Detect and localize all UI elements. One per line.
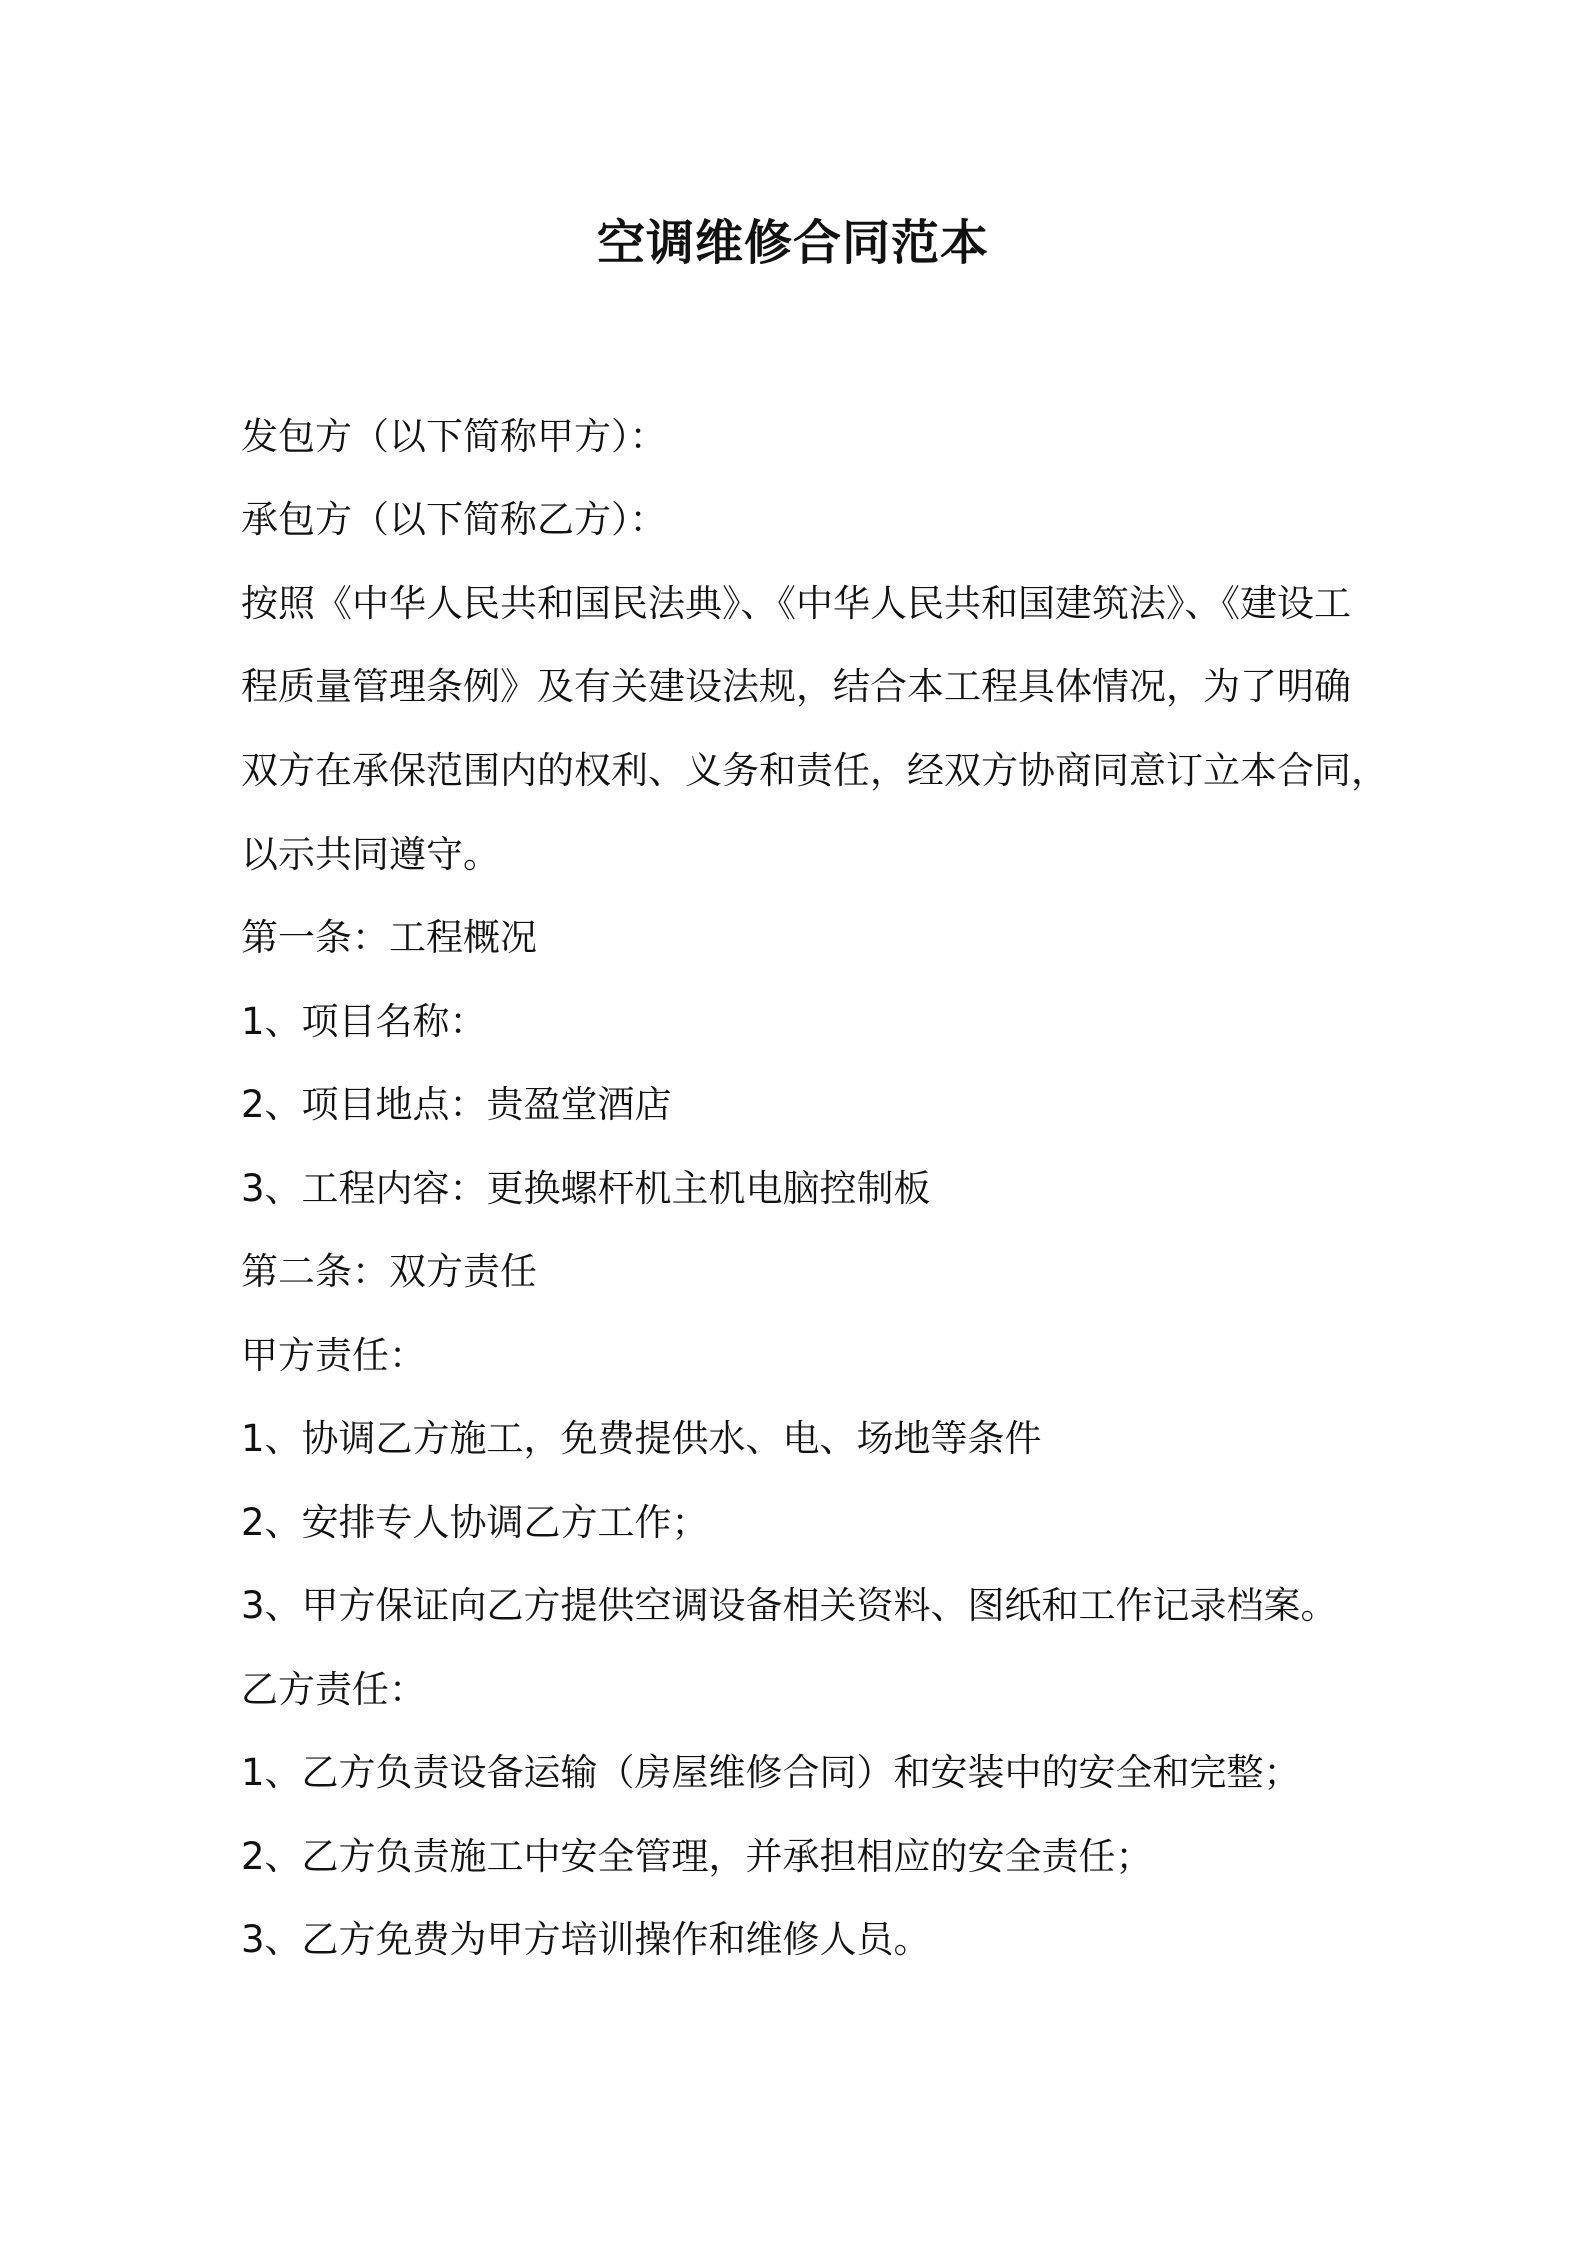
party-b-duty-1: 1、乙方负责设备运输（房屋维修合同）和安装中的安全和完整；	[241, 1751, 1301, 1794]
party-b-duties-heading: 乙方责任：	[241, 1668, 426, 1711]
preamble-line-3: 双方在承保范围内的权利、义务和责任，经双方协商同意订立本合同，	[241, 749, 1388, 792]
article-1-heading: 第一条：工程概况	[241, 916, 537, 959]
party-a-duty-2: 2、安排专人协调乙方工作；	[241, 1501, 709, 1544]
article-1-item-1: 1、项目名称：	[241, 1000, 487, 1043]
party-a-line: 发包方（以下简称甲方）：	[241, 415, 667, 458]
article-2-heading: 第二条：双方责任	[241, 1250, 537, 1293]
article-1-item-2: 2、项目地点：贵盈堂酒店	[241, 1083, 672, 1126]
preamble-line-2: 程质量管理条例》及有关建设法规，结合本工程具体情况，为了明确	[241, 665, 1351, 708]
party-b-duty-3: 3、乙方免费为甲方培训操作和维修人员。	[241, 1918, 931, 1961]
preamble-line-1: 按照《中华人民共和国民法典》、《中华人民共和国建筑法》、《建设工	[241, 582, 1351, 625]
party-a-duties-heading: 甲方责任：	[241, 1334, 426, 1377]
document-title: 空调维修合同范本	[596, 215, 989, 271]
party-b-line: 承包方（以下简称乙方）：	[241, 498, 667, 541]
article-1-item-3: 3、工程内容：更换螺杆机主机电脑控制板	[241, 1167, 931, 1210]
preamble-line-4: 以示共同遵守。	[241, 833, 500, 876]
party-a-duty-1: 1、协调乙方施工，免费提供水、电、场地等条件	[241, 1417, 1042, 1460]
party-b-duty-2: 2、乙方负责施工中安全管理，并承担相应的安全责任；	[241, 1835, 1153, 1878]
party-a-duty-3: 3、甲方保证向乙方提供空调设备相关资料、图纸和工作记录档案。	[241, 1584, 1338, 1627]
